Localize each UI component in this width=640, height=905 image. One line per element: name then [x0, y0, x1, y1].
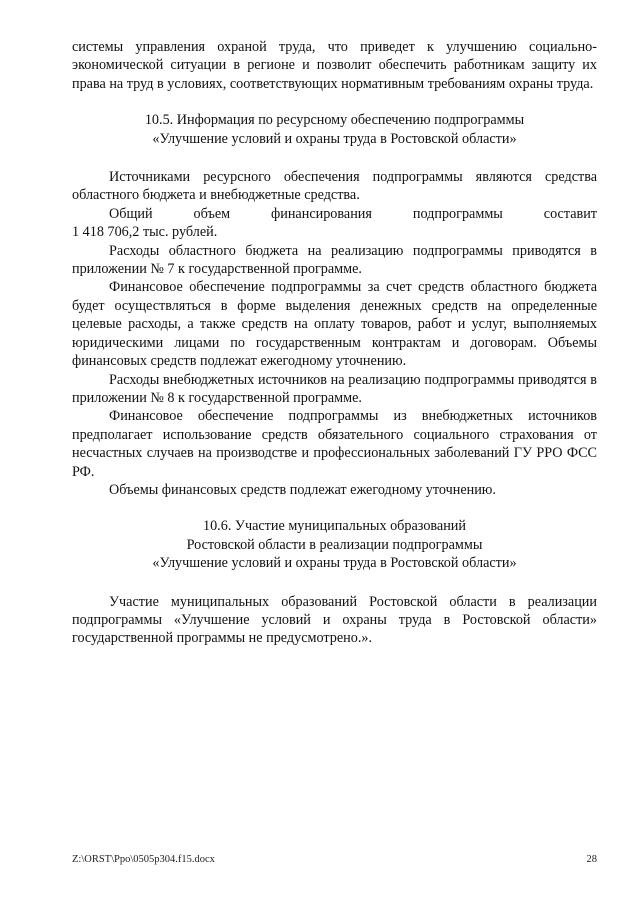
- section-10-5-body: [72, 168, 597, 499]
- paragraph-total-amount: 1 418 706,2 тыс. рублей.: [72, 224, 218, 241]
- paragraph-annual-update: Объемы финансовых средств подлежат ежегодному уточнению.: [109, 481, 496, 498]
- paragraph-extrabudgetary: Расходы внебюджетных источников на реализацию подпрограммы приводятся в приложении № 8 к государственной программе.: [72, 371, 597, 406]
- section-10-6-title-line3: «Улучшение условий и охраны труда в Ростовской области»: [152, 555, 517, 572]
- paragraph-sources: Источниками ресурсного обеспечения подпрограммы являются средства областного бюджета и внебюджетные средства.: [72, 169, 597, 204]
- section-10-6-title-line2: Ростовской области в реализации подпрограммы: [186, 536, 483, 553]
- paragraph-financing: Финансовое обеспечение подпрограммы за счет средств областного бюджета будет осуществляться в форме выделения денежных средств на определенные целевые расходы, а также средств на оплату товаров, работ и услуг, выполняемых юридическими лицами по государственным контрактам и договорам. Объемы финансовых средств подлежат ежегодному уточнению.: [72, 279, 597, 370]
- intro-paragraph: системы управления охраной труда, что приведет к улучшению социально-экономической ситуации в регионе и позволит обеспечить работникам защиту их права на труд в условиях, соответствующих нормативным требованиям охраны труда.: [72, 39, 597, 92]
- section-10-6-title-line1: 10.6. Участие муниципальных образований: [202, 518, 466, 535]
- document-page: [72, 38, 597, 648]
- page-footer: [72, 854, 597, 865]
- section-10-5-heading: [72, 111, 597, 148]
- section-10-5-title-line2: «Улучшение условий и охраны труда в Ростовской области»: [152, 130, 517, 147]
- section-10-6-body: [72, 593, 597, 648]
- paragraph-regional-budget: Расходы областного бюджета на реализацию подпрограммы приводятся в приложении № 7 к государственной программе.: [72, 242, 597, 278]
- paragraph-municipal-participation: Участие муниципальных образований Ростовской области в реализации подпрограммы «Улучшение условий и охраны труда в Ростовской области» государственной программы не предусмотрено.».: [72, 593, 597, 647]
- footer-page-number: 28: [586, 854, 597, 865]
- paragraph-total-volume: Общий объем финансирования подпрограммы составит: [109, 205, 597, 222]
- section-10-5-title-line1: 10.5. Информация по ресурсному обеспечению подпрограммы: [144, 112, 525, 129]
- footer-file-path: Z:\ORST\Ppo\0505p304.f15.docx: [72, 854, 215, 865]
- paragraph-extrabudgetary-financing: Финансовое обеспечение подпрограммы из внебюджетных источников предполагает использование средств обязательного социального страхования от несчастных случаев на производстве и профессиональных заболеваний ГУ РРО ФСС РФ.: [72, 408, 597, 480]
- section-10-6-heading: [72, 517, 597, 572]
